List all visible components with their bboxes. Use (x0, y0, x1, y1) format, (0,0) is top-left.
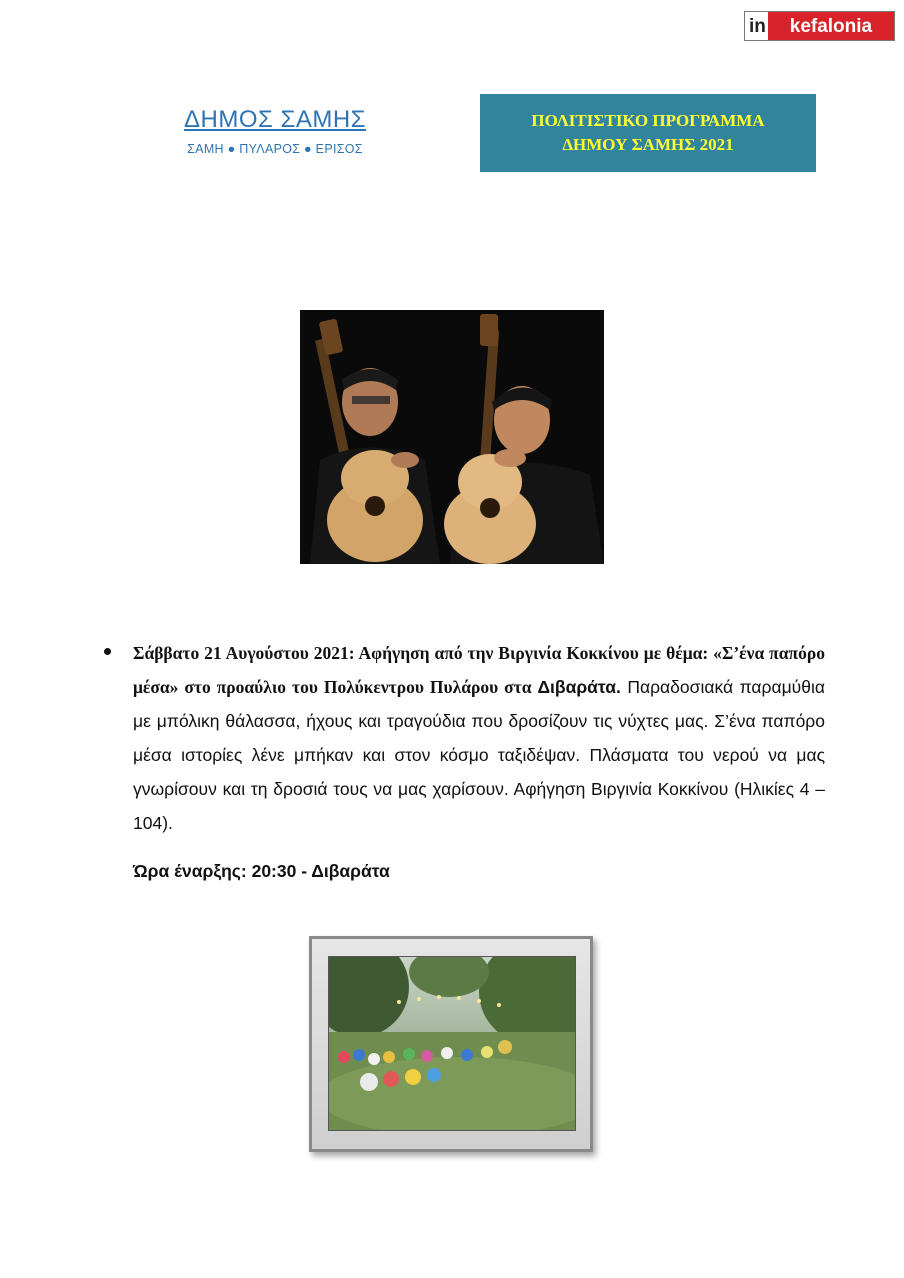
guitar-duo-illustration (300, 310, 604, 564)
inkefalonia-logo[interactable] (744, 11, 895, 41)
event-place: Διβαράτα. (537, 677, 621, 697)
program-title-line1: ΠΟΛΙΤΙΣΤΙΚΟ ΠΡΟΓΡΑΜΜΑ (531, 111, 765, 130)
logo-name: kefalonia (768, 12, 894, 40)
storytelling-photo-frame (309, 936, 593, 1152)
municipality-name: ΔΗΜΟΣ ΣΑΜΗΣ (183, 106, 367, 133)
program-title-line2: ΔΗΜΟΥ ΣΑΜΗΣ 2021 (562, 135, 734, 154)
event-body: Παραδοσιακά παραμύθια με μπόλικη θάλασσα, ήχους και τραγούδια που δροσίζουν τις νύχτες μας. Σ’ένα παπόρο μέσα ιστορίες λένε μπήκαν και στον κόσμο ταξιδέψαν. Πλάσματα του νερού να μας γνωρίσουν και τη δροσιά τους να μας χαρίσουν. Αφήγηση Βιργινία Κοκκίνου (Ηλικίες 4 – 104). (133, 677, 825, 833)
list-bullet (104, 648, 111, 655)
event-title: Σάββατο 21 Αυγούστου 2021: Αφήγηση από την Βιργινία Κοκκίνου με θέμα: «Σ’ένα παπόρο μέσα» στο προαύλιο του Πολύκεντρου Πυλάρου στα (133, 643, 825, 697)
logo-prefix: in (749, 16, 766, 37)
program-title-box (480, 94, 816, 172)
event-description (133, 636, 825, 840)
municipality-header (170, 106, 380, 156)
event-start-time: Ώρα έναρξης: 20:30 - Διβαράτα (133, 861, 390, 881)
storytelling-illustration (329, 957, 575, 1130)
guitar-duo-photo (300, 310, 604, 564)
storytelling-photo (328, 956, 576, 1131)
municipality-towns: ΣΑΜΗ ● ΠΥΛΑΡΟΣ ● ΕΡΙΣΟΣ (187, 142, 363, 156)
